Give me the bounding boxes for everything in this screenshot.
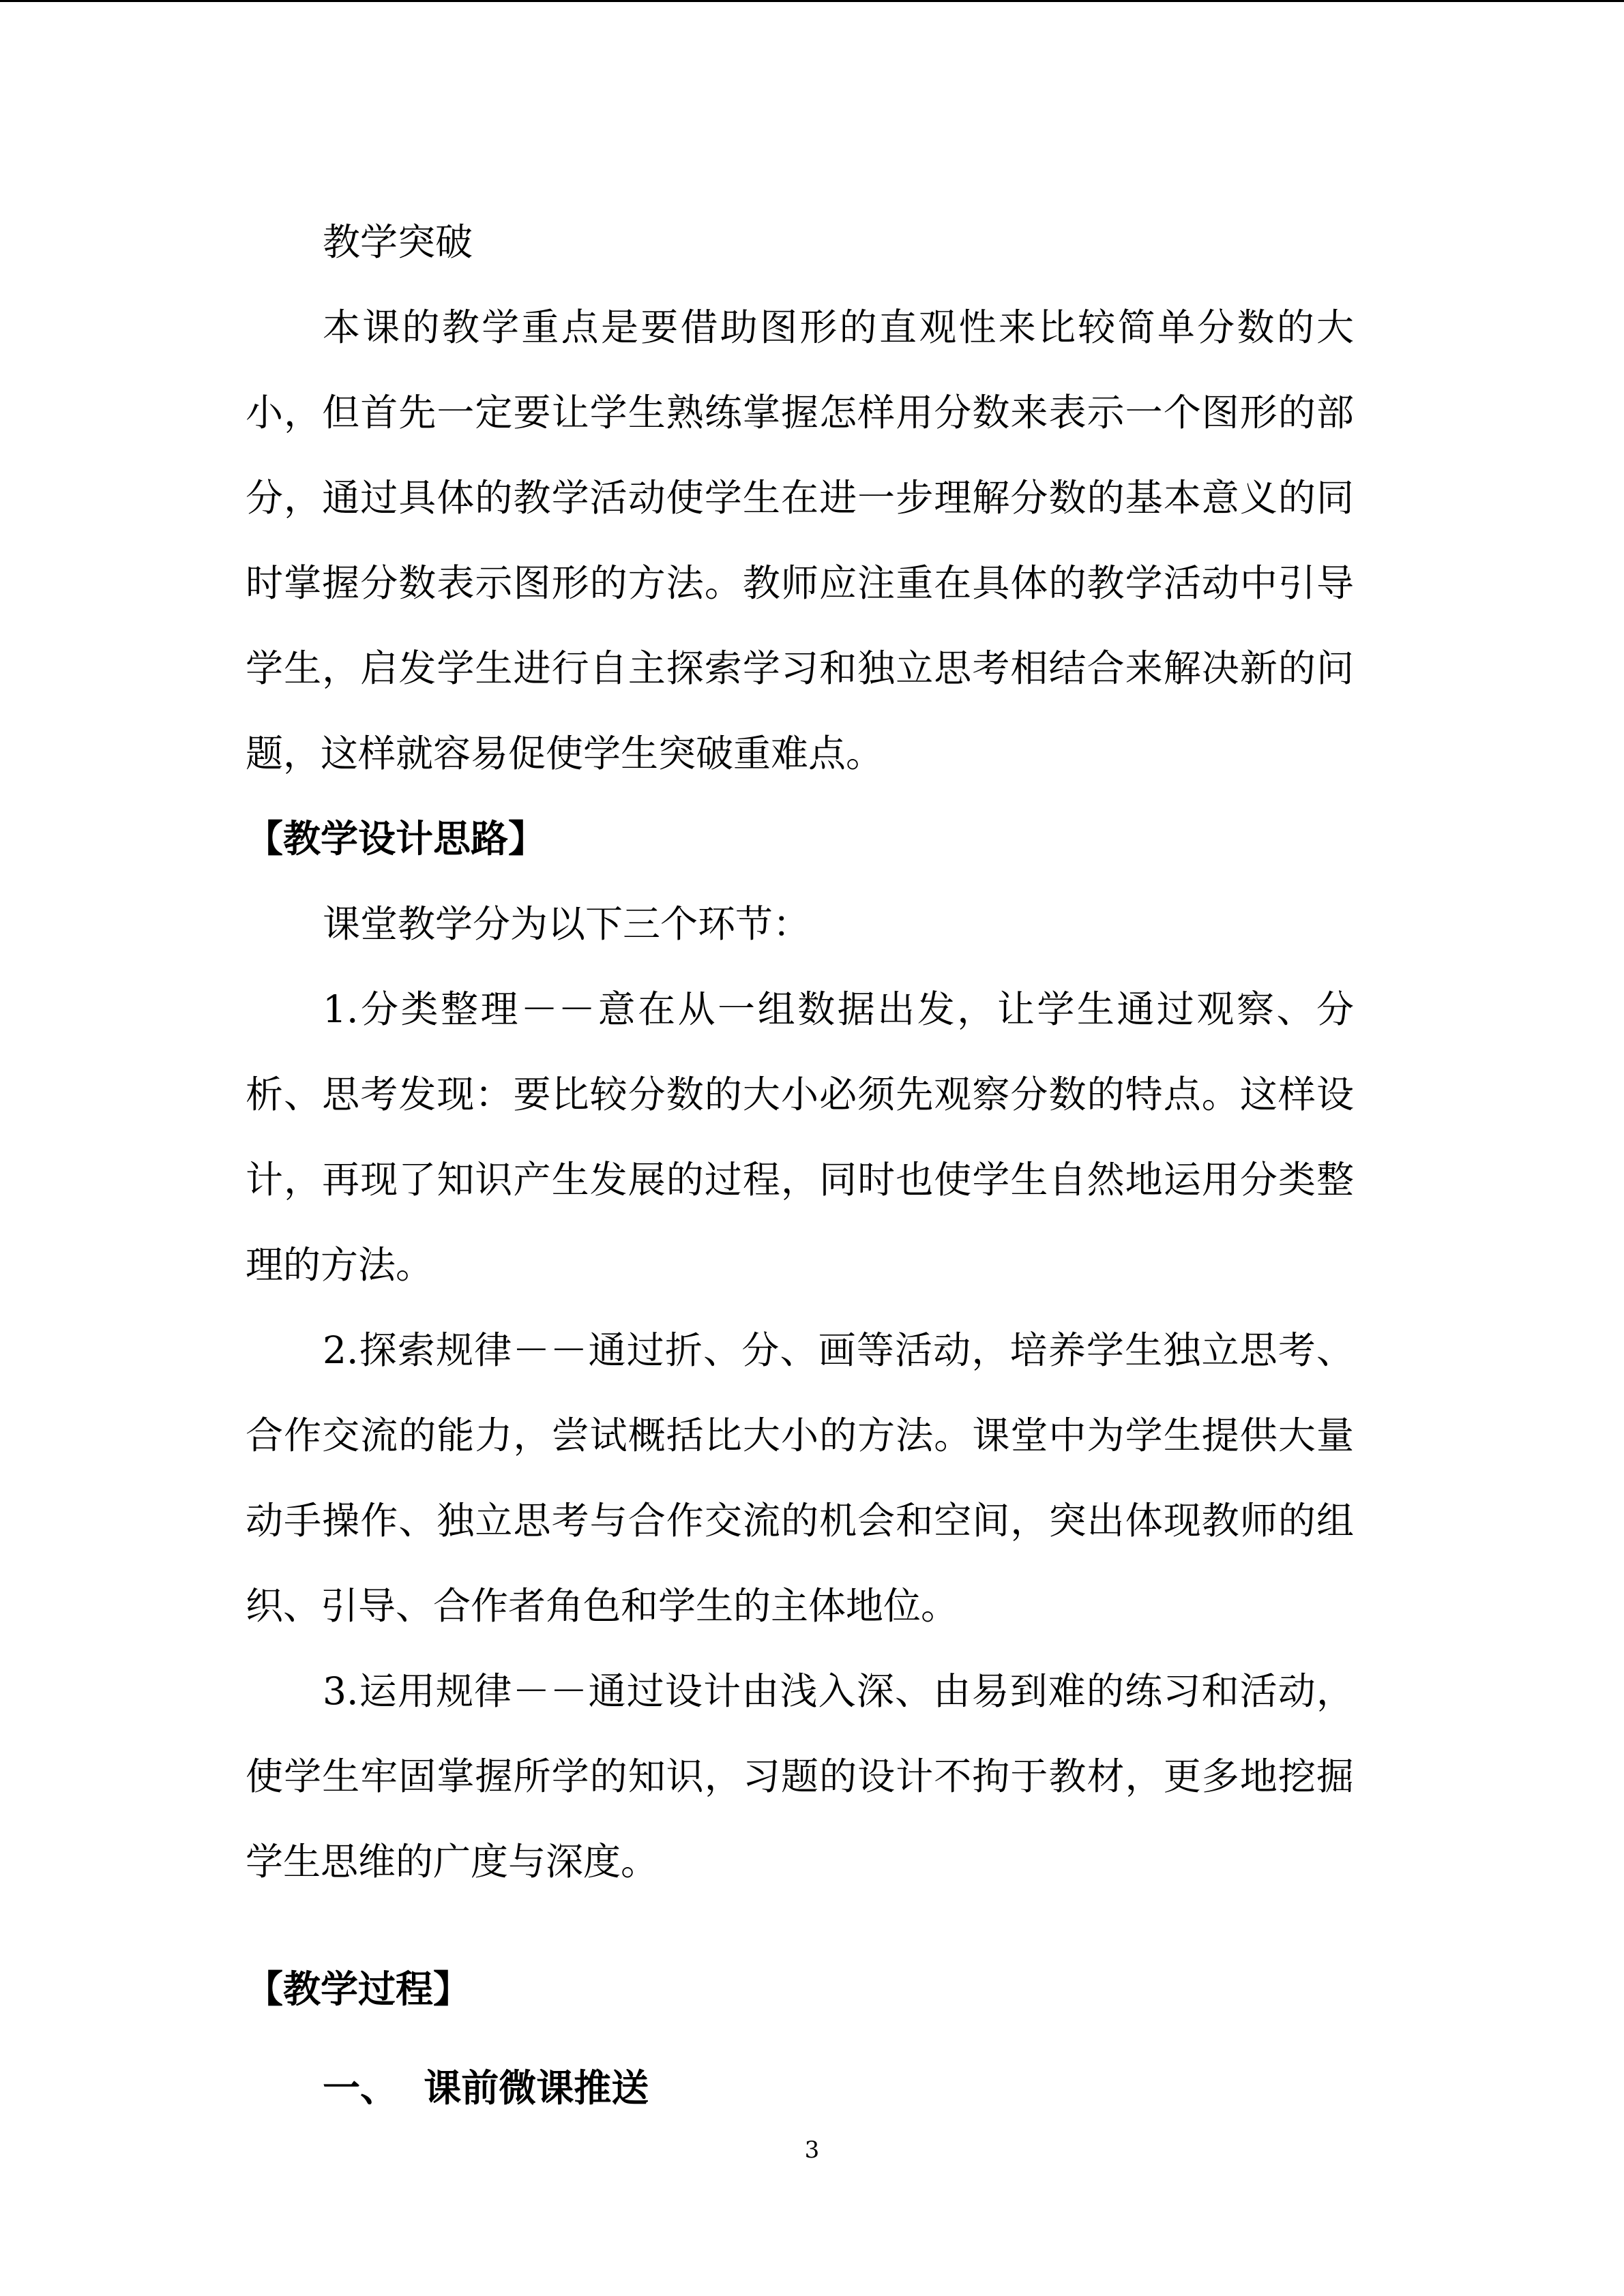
process-heading: 【教学过程】 — [246, 1967, 471, 2011]
breakthrough-heading: 教学突破 — [323, 220, 473, 264]
page-number: 3 — [804, 2136, 820, 2164]
process-step-1: 一、 课前微课推送 — [323, 2066, 649, 2110]
design-step-1: 1.分类整理－－意在从一组数据出发，让学生通过观察、分析、思考发现：要比较分数的大小必须先观察分数的特点。这样设计，再现了知识产生发展的过程，同时也使学生自然地运用分类整理的方法。 — [246, 987, 1354, 1287]
breakthrough-paragraph: 本课的教学重点是要借助图形的直观性来比较简单分数的大小，但首先一定要让学生熟练掌握怎样用分数来表示一个图形的部分，通过具体的教学活动使学生在进一步理解分数的基本意义的同时掌握分数表示图形的方法。教师应注重在具体的教学活动中引导学生，启发学生进行自主探索学习和独立思考相结合来解决新的问题，这样就容易促使学生突破重难点。 — [246, 305, 1354, 775]
design-heading: 【教学设计思路】 — [246, 817, 546, 861]
design-intro: 课堂教学分为以下三个环节： — [323, 902, 811, 946]
design-step-3: 3.运用规律－－通过设计由浅入深、由易到难的练习和活动，使学生牢固掌握所学的知识，习题的设计不拘于教材，更多地挖掘学生思维的广度与深度。 — [246, 1669, 1354, 1883]
design-step-2: 2.探索规律－－通过折、分、画等活动，培养学生独立思考、合作交流的能力，尝试概括比大小的方法。课堂中为学生提供大量动手操作、独立思考与合作交流的机会和空间，突出体现教师的组织、引导、合作者角色和学生的主体地位。 — [246, 1328, 1354, 1628]
page-content — [246, 200, 1354, 2131]
